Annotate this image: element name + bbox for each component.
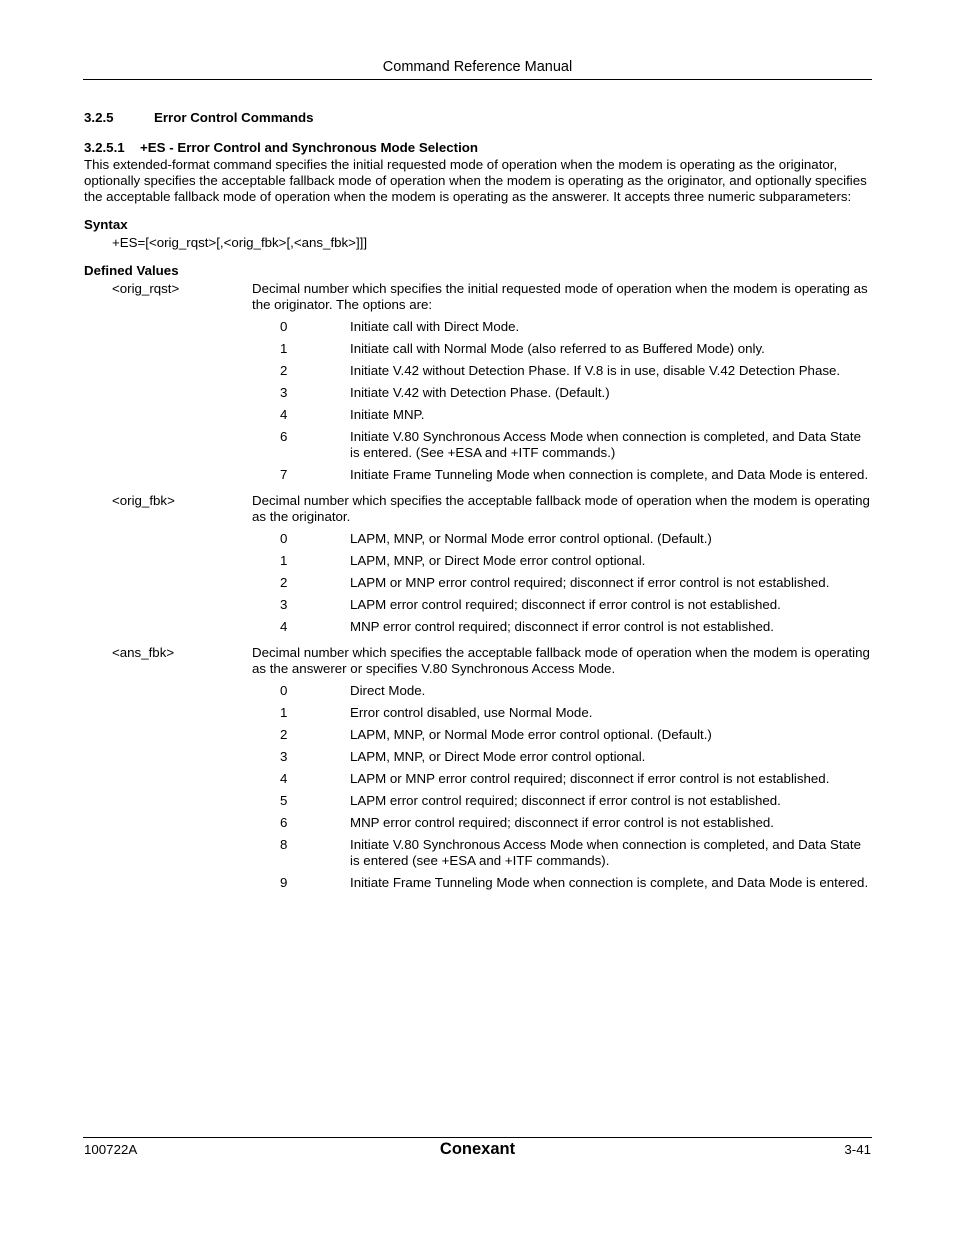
page-number: 3-41 xyxy=(844,1142,871,1157)
option-text: Error control disabled, use Normal Mode. xyxy=(350,705,593,720)
page-content xyxy=(84,110,872,897)
company-name: Conexant xyxy=(439,1140,516,1158)
option-item xyxy=(280,575,872,591)
option-text: MNP error control required; disconnect if error control is not established. xyxy=(350,619,774,634)
option-text: Initiate call with Direct Mode. xyxy=(350,319,520,334)
param-name: <ans_fbk> xyxy=(112,645,175,660)
defined-values-list xyxy=(84,281,872,897)
option-item xyxy=(280,815,872,831)
option-item xyxy=(280,407,872,423)
option-value: 2 xyxy=(280,363,288,378)
param-description: Decimal number which specifies the acceptable fallback mode of operation when the modem is operating as the answerer or specifies V.80 Synchronous Access Mode. xyxy=(252,645,870,676)
option-value: 0 xyxy=(280,531,288,546)
param-body xyxy=(252,493,872,641)
param-body xyxy=(252,281,872,489)
option-value: 9 xyxy=(280,875,288,890)
option-text: Initiate V.80 Synchronous Access Mode when connection is completed, and Data State is entered (see +ESA and +ITF commands). xyxy=(350,837,862,868)
option-value: 6 xyxy=(280,429,288,444)
option-value: 7 xyxy=(280,467,288,482)
syntax-label: Syntax xyxy=(84,217,128,232)
option-list xyxy=(280,319,872,483)
option-item xyxy=(280,319,872,335)
footer-rule xyxy=(83,1137,872,1138)
option-item xyxy=(280,749,872,765)
syntax-text: +ES=[<orig_rqst>[,<orig_fbk>[,<ans_fbk>]]] xyxy=(112,235,368,250)
section-heading xyxy=(84,110,872,126)
page-header: Command Reference Manual xyxy=(382,59,573,75)
option-text: MNP error control required; disconnect if error control is not established. xyxy=(350,815,774,830)
option-text: LAPM, MNP, or Normal Mode error control optional. (Default.) xyxy=(350,531,712,546)
option-value: 1 xyxy=(280,553,288,568)
option-item xyxy=(280,683,872,699)
option-text: LAPM or MNP error control required; disconnect if error control is not established. xyxy=(350,575,830,590)
subsection-heading xyxy=(84,140,872,156)
section-number: 3.2.5 xyxy=(84,110,114,125)
option-value: 0 xyxy=(280,319,288,334)
option-item xyxy=(280,341,872,357)
option-text: Initiate V.42 without Detection Phase. If V.8 is in use, disable V.42 Detection Phase. xyxy=(350,363,841,378)
option-item xyxy=(280,705,872,721)
option-text: LAPM error control required; disconnect if error control is not established. xyxy=(350,793,781,808)
param-entry xyxy=(84,493,872,641)
option-item xyxy=(280,619,872,635)
option-item xyxy=(280,553,872,569)
defined-values-label: Defined Values xyxy=(84,263,179,278)
param-body xyxy=(252,645,872,897)
option-item xyxy=(280,429,872,461)
option-text: Initiate call with Normal Mode (also referred to as Buffered Mode) only. xyxy=(350,341,765,356)
option-value: 2 xyxy=(280,727,288,742)
option-value: 6 xyxy=(280,815,288,830)
option-value: 4 xyxy=(280,407,288,422)
option-item xyxy=(280,467,872,483)
option-item xyxy=(280,727,872,743)
option-text: LAPM, MNP, or Direct Mode error control optional. xyxy=(350,749,646,764)
option-text: LAPM or MNP error control required; disconnect if error control is not established. xyxy=(350,771,830,786)
option-value: 2 xyxy=(280,575,288,590)
header-rule xyxy=(83,79,872,80)
option-value: 3 xyxy=(280,749,288,764)
param-entry xyxy=(84,281,872,489)
option-list xyxy=(280,683,872,891)
option-value: 4 xyxy=(280,771,288,786)
command-description: This extended-format command specifies the initial requested mode of operation when the modem is operating as the originator, optionally specifies the acceptable fallback mode of operation when the modem is operating as the originator, and optionally specifies the acceptable fallback mode of operation when the modem is operating as the answerer. It accepts three numeric subparameters: xyxy=(84,157,867,204)
option-value: 5 xyxy=(280,793,288,808)
option-item xyxy=(280,771,872,787)
doc-number: 100722A xyxy=(84,1142,138,1157)
param-entry xyxy=(84,645,872,897)
option-item xyxy=(280,385,872,401)
subsection-title: +ES - Error Control and Synchronous Mode Selection xyxy=(140,140,479,155)
option-item xyxy=(280,793,872,809)
option-value: 3 xyxy=(280,597,288,612)
param-name: <orig_fbk> xyxy=(112,493,175,508)
option-value: 0 xyxy=(280,683,288,698)
option-value: 8 xyxy=(280,837,288,852)
option-text: Direct Mode. xyxy=(350,683,426,698)
option-item xyxy=(280,531,872,547)
subsection-number: 3.2.5.1 xyxy=(84,140,125,155)
option-value: 1 xyxy=(280,705,288,720)
option-text: LAPM, MNP, or Normal Mode error control optional. (Default.) xyxy=(350,727,712,742)
option-value: 1 xyxy=(280,341,288,356)
option-list xyxy=(280,531,872,635)
option-text: Initiate V.42 with Detection Phase. (Default.) xyxy=(350,385,610,400)
param-name: <orig_rqst> xyxy=(112,281,180,296)
section-title: Error Control Commands xyxy=(154,110,314,125)
option-text: LAPM error control required; disconnect if error control is not established. xyxy=(350,597,781,612)
option-value: 4 xyxy=(280,619,288,634)
option-text: Initiate V.80 Synchronous Access Mode when connection is completed, and Data State is entered. (See +ESA and +ITF commands.) xyxy=(350,429,862,460)
param-description: Decimal number which specifies the acceptable fallback mode of operation when the modem is operating as the originator. xyxy=(252,493,870,524)
option-text: Initiate Frame Tunneling Mode when connection is complete, and Data Mode is entered. xyxy=(350,467,869,482)
option-item xyxy=(280,875,872,891)
option-item xyxy=(280,363,872,379)
option-value: 3 xyxy=(280,385,288,400)
option-item xyxy=(280,837,872,869)
option-text: LAPM, MNP, or Direct Mode error control optional. xyxy=(350,553,646,568)
option-text: Initiate MNP. xyxy=(350,407,425,422)
param-description: Decimal number which specifies the initial requested mode of operation when the modem is operating as the originator. The options are: xyxy=(252,281,868,312)
option-item xyxy=(280,597,872,613)
option-text: Initiate Frame Tunneling Mode when connection is complete, and Data Mode is entered. xyxy=(350,875,869,890)
